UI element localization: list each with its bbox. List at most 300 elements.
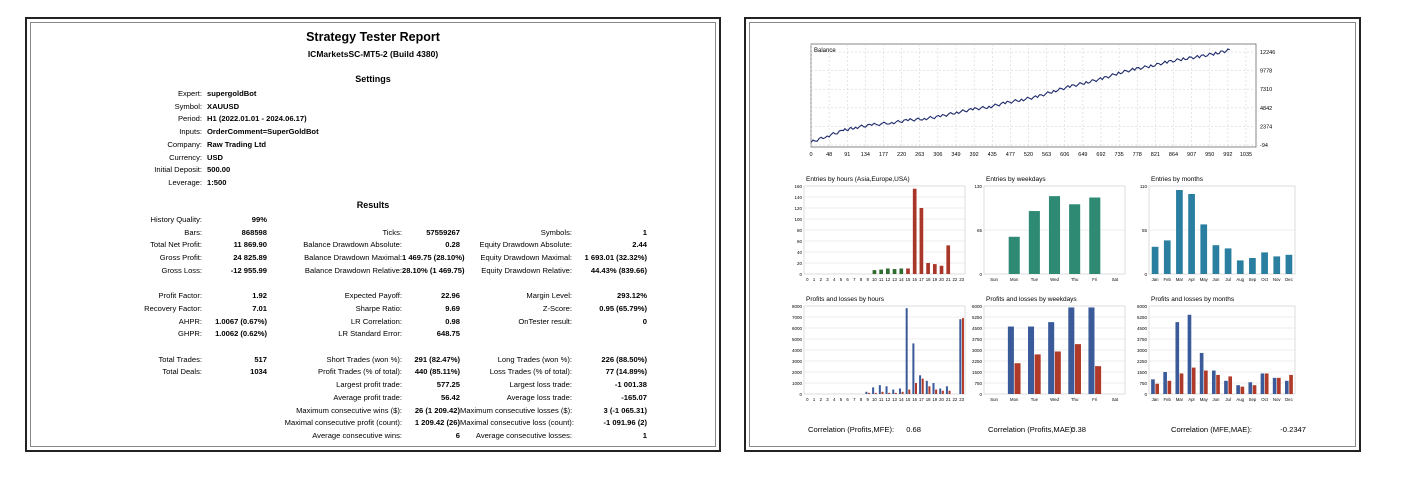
loss-bar [942, 391, 944, 394]
loss-bar [1241, 387, 1245, 394]
x-tick-label: 435 [987, 152, 997, 158]
result-value: 648.75 [436, 329, 460, 339]
x-tick-label: 14 [898, 397, 904, 402]
result-label: Bars: [184, 227, 202, 237]
x-tick-label: Tue [1030, 277, 1038, 282]
result-value: 7.01 [252, 303, 267, 313]
settings-value: 1:500 [207, 177, 227, 187]
x-tick-label: 21 [945, 277, 951, 282]
bar [906, 269, 910, 275]
loss-bar [922, 379, 924, 394]
settings-label: Expert: [177, 89, 202, 98]
result-label: Gross Loss: [161, 265, 202, 275]
loss-bar [1192, 368, 1196, 394]
result-label: Maximum consecutive losses ($): [460, 405, 573, 415]
x-tick-label: 17 [919, 277, 924, 282]
x-tick-label: Mar [1175, 277, 1184, 282]
result-value: 26 (1 209.42) [414, 405, 460, 415]
bar [1225, 248, 1232, 274]
result-label: Equity Drawdown Maximal: [480, 253, 572, 263]
x-tick-label: 1 [812, 277, 816, 282]
settings-label: Initial Deposit: [154, 165, 202, 175]
y-tick-label: 5000 [791, 337, 802, 342]
balance-chart [806, 39, 1306, 164]
result-value: 6 [455, 430, 460, 440]
result-value: 0 [642, 316, 647, 326]
chart-title: Profits and losses by months [1151, 296, 1235, 303]
x-tick-label: 5 [839, 397, 843, 402]
x-tick-label: 6 [846, 397, 849, 402]
x-tick-label: Thu [1070, 397, 1079, 402]
result-value: -1 091.96 (2) [603, 418, 647, 428]
x-tick-label: 10 [872, 397, 877, 402]
bar [1200, 224, 1207, 274]
x-tick-label: 735 [1114, 152, 1124, 158]
y-tick-label: 4842 [1260, 105, 1273, 112]
x-tick-label: Oct [1261, 397, 1268, 402]
loss-bar [1228, 376, 1232, 394]
result-label: Gross Profit: [159, 253, 202, 263]
entries-by-hours-chart [786, 174, 971, 292]
result-value: 0.95 (65.79%) [599, 303, 647, 313]
bar [920, 208, 924, 274]
bar [1188, 194, 1195, 274]
y-tick-label: 3750 [1136, 337, 1147, 342]
result-value: 1 693.01 (32.32%) [584, 253, 647, 263]
settings-value: USD [207, 152, 224, 162]
bar [940, 266, 944, 274]
result-value: 77 (14.89%) [605, 367, 647, 377]
loss-bar [895, 393, 897, 394]
x-tick-label: 2 [819, 277, 822, 282]
report-subtitle: ICMarketsSC-MT5-2 (Build 4380) [307, 49, 439, 59]
x-tick-label: Dec [1285, 277, 1293, 282]
result-label: Maximal consecutive profit (count): [284, 418, 402, 428]
bar [1069, 204, 1080, 274]
balance-label: Balance [814, 48, 836, 54]
result-label: Profit Trades (% of total): [318, 367, 402, 377]
settings-value: XAUUSD [207, 101, 240, 111]
loss-bar [1035, 354, 1041, 394]
y-tick-label: 2250 [1136, 359, 1147, 364]
result-value: 440 (85.11%) [414, 367, 460, 377]
bar [913, 189, 917, 274]
loss-bar [1204, 371, 1208, 394]
y-tick-label: 5250 [971, 315, 982, 320]
y-tick-label: 0 [1144, 392, 1147, 397]
result-value: 56.42 [440, 392, 460, 402]
x-tick-label: 306 [933, 152, 943, 158]
result-value: 24 825.89 [233, 253, 267, 263]
x-tick-label: 13 [892, 277, 897, 282]
profit-bar [1151, 379, 1155, 394]
x-tick-label: 91 [844, 152, 851, 158]
result-label: LR Standard Error: [338, 329, 402, 339]
x-tick-label: 1035 [1239, 152, 1253, 158]
loss-bar [1180, 373, 1184, 394]
result-value: 577.25 [436, 380, 460, 390]
y-tick-label: 3000 [971, 348, 982, 353]
loss-bar [1289, 375, 1293, 394]
loss-bar [908, 390, 910, 394]
loss-bar [881, 392, 883, 394]
result-label: Total Net Profit: [150, 240, 202, 250]
x-tick-label: Apr [1188, 397, 1195, 402]
x-tick-label: Tue [1030, 397, 1038, 402]
x-tick-label: Mar [1175, 397, 1184, 402]
loss-bar [868, 393, 870, 394]
profit-bar [1212, 371, 1216, 394]
profit-bar [1285, 381, 1289, 394]
x-tick-label: 16 [912, 397, 918, 402]
y-tick-label: 4500 [971, 326, 982, 331]
y-tick-label: 9778 [1260, 68, 1273, 75]
x-tick-label: 606 [1060, 152, 1070, 158]
y-tick-label: 8000 [791, 304, 802, 309]
y-tick-label: 120 [794, 206, 802, 211]
y-tick-label: 40 [796, 250, 802, 255]
result-label: Z-Score: [542, 303, 572, 313]
result-label: LR Correlation: [350, 316, 402, 326]
bar [1237, 260, 1244, 274]
result-value: -165.07 [621, 392, 647, 402]
x-tick-label: 48 [826, 152, 833, 158]
chart-title: Entries by hours (Asia,Europe,USA) [806, 176, 910, 183]
x-tick-label: 692 [1096, 152, 1106, 158]
result-label: History Quality: [150, 215, 202, 224]
x-tick-label: 950 [1205, 152, 1215, 158]
x-tick-label: Wed [1050, 277, 1059, 282]
result-value: 1 209.42 (26) [414, 418, 460, 428]
settings-value: 500.00 [207, 165, 231, 175]
x-tick-label: 18 [925, 277, 931, 282]
chart-title: Entries by months [1151, 176, 1204, 183]
y-tick-label: -94 [1260, 143, 1268, 149]
result-label: Average consecutive wins: [312, 430, 402, 440]
x-tick-label: 17 [919, 397, 924, 402]
bar [933, 264, 937, 274]
x-tick-label: 4 [832, 397, 836, 402]
loss-bar [962, 318, 964, 394]
loss-bar [1253, 385, 1257, 394]
loss-bar [902, 392, 904, 394]
settings-label: Symbol: [174, 101, 202, 111]
profit-bar [1088, 307, 1094, 394]
loss-bar [1277, 378, 1281, 394]
settings-value: OrderComment=SuperGoldBot [207, 127, 319, 137]
profit-bar [1224, 381, 1228, 394]
y-tick-label: 1500 [971, 370, 982, 375]
y-tick-label: 0 [979, 392, 982, 397]
y-tick-label: 12246 [1260, 50, 1276, 56]
bar [899, 269, 903, 275]
settings-heading: Settings [355, 74, 391, 84]
x-tick-label: 20 [939, 277, 944, 282]
x-tick-label: 7 [853, 397, 856, 402]
loss-bar [1216, 375, 1220, 394]
correlation-value: 0.38 [1071, 425, 1086, 434]
result-label: Average consecutive losses: [475, 430, 572, 440]
x-tick-label: 649 [1078, 152, 1088, 158]
y-tick-label: 140 [794, 195, 802, 200]
x-tick-label: 1 [812, 397, 816, 402]
entries-by-weekdays-chart [966, 174, 1131, 292]
result-value: 226 (88.50%) [601, 354, 647, 364]
profit-bar [1048, 322, 1054, 394]
x-tick-label: 7 [853, 277, 856, 282]
result-label: Loss Trades (% of total): [489, 367, 572, 377]
result-label: Long Trades (won %): [497, 354, 572, 364]
result-label: GHPR: [177, 329, 202, 339]
settings-value: Raw Trading Ltd [207, 139, 267, 149]
pl-by-months-chart [1131, 294, 1301, 412]
correlation-label: Correlation (Profits,MFE): [808, 425, 895, 434]
profit-bar [912, 343, 914, 394]
correlation-label: Correlation (Profits,MAE): [988, 425, 1075, 434]
x-tick-label: 8 [859, 277, 863, 282]
result-label: Equity Drawdown Relative: [481, 265, 572, 275]
result-label: Ticks: [382, 227, 402, 237]
x-tick-label: Thu [1070, 277, 1079, 282]
result-label: AHPR: [178, 316, 202, 326]
settings-label: Company: [167, 139, 202, 149]
y-tick-label: 7310 [1260, 87, 1273, 94]
x-tick-label: Wed [1050, 397, 1059, 402]
result-value: 291 (82.47%) [414, 354, 460, 364]
loss-bar [1095, 366, 1101, 394]
y-tick-label: 20 [796, 261, 802, 266]
result-label: Profit Factor: [158, 291, 202, 301]
result-value: -12 955.99 [230, 265, 267, 275]
settings-label: Leverage: [168, 177, 202, 187]
x-tick-label: 349 [951, 152, 961, 158]
y-tick-label: 6000 [971, 304, 982, 309]
profit-bar [926, 381, 928, 394]
profit-bar [919, 375, 921, 394]
chart-title: Entries by weekdays [986, 176, 1046, 183]
result-label: Maximum consecutive wins ($): [296, 405, 402, 415]
settings-label: Period: [177, 114, 202, 124]
x-tick-label: Jul [1225, 397, 1231, 402]
x-tick-label: Jan [1151, 397, 1159, 402]
y-tick-label: 750 [1139, 381, 1147, 386]
loss-bar [935, 390, 937, 394]
x-tick-label: 22 [952, 277, 958, 282]
result-value: 1034 [250, 367, 267, 377]
chart-title: Profits and losses by hours [806, 296, 885, 303]
x-tick-label: 23 [959, 277, 965, 282]
result-label: Average profit trade: [333, 392, 402, 402]
profit-bar [1175, 322, 1179, 394]
entries-by-months-chart [1131, 174, 1301, 292]
result-value: 22.96 [440, 291, 460, 301]
result-label: Recovery Factor: [144, 303, 202, 313]
x-tick-label: Sun [990, 397, 998, 402]
result-value: 28.10% (1 469.75) [402, 265, 465, 275]
y-tick-label: 6000 [1136, 304, 1147, 309]
x-tick-label: 2 [819, 397, 822, 402]
x-tick-label: 8 [859, 397, 863, 402]
result-value: 1 469.75 (28.10%) [402, 253, 465, 263]
x-tick-label: 520 [1023, 152, 1034, 158]
x-tick-label: 19 [932, 397, 938, 402]
y-tick-label: 1000 [791, 381, 802, 386]
loss-bar [949, 391, 951, 394]
x-tick-label: 5 [839, 277, 843, 282]
x-tick-label: 263 [915, 152, 925, 158]
x-tick-label: 563 [1042, 152, 1052, 158]
x-tick-label: Jun [1212, 397, 1220, 402]
x-tick-label: 21 [945, 397, 951, 402]
result-label: Short Trades (won %): [326, 354, 402, 364]
profit-bar [959, 319, 961, 394]
x-tick-label: 0 [809, 152, 813, 158]
x-tick-label: Fri [1092, 277, 1098, 282]
loss-bar [915, 383, 917, 394]
x-tick-label: May [1199, 277, 1208, 282]
bar [1029, 211, 1040, 274]
x-tick-label: Jan [1151, 277, 1159, 282]
y-tick-label: 2250 [971, 359, 982, 364]
bar [879, 270, 883, 274]
result-label: Sharpe Ratio: [355, 303, 402, 313]
settings-label: Currency: [169, 152, 202, 162]
x-tick-label: 392 [969, 152, 979, 158]
bar [1164, 240, 1171, 274]
x-tick-label: 11 [878, 397, 884, 402]
x-tick-label: Nov [1272, 277, 1281, 282]
result-value: 2.44 [632, 240, 647, 250]
result-value: 11 869.90 [233, 240, 267, 250]
y-tick-label: 2000 [791, 370, 802, 375]
x-tick-label: 15 [905, 397, 911, 402]
bar [873, 270, 877, 274]
x-tick-label: 821 [1150, 152, 1160, 158]
x-tick-label: Aug [1236, 277, 1245, 282]
y-tick-label: 0 [799, 272, 802, 277]
report-title: Strategy Tester Report [306, 30, 440, 44]
correlation-value: 0.68 [906, 425, 921, 434]
bar [886, 269, 890, 275]
x-tick-label: 11 [878, 277, 884, 282]
result-label: Expected Payoff: [344, 291, 402, 301]
profit-bar [1248, 382, 1252, 394]
bar [946, 245, 950, 274]
correlation-label: Correlation (MFE,MAE): [1171, 425, 1253, 434]
loss-bar [1075, 344, 1081, 394]
result-value: 517 [254, 354, 267, 364]
bar [1009, 237, 1020, 274]
result-value: 0.28 [445, 240, 460, 250]
profit-bar [1068, 307, 1074, 394]
profit-bar [1008, 327, 1014, 394]
profit-bar [886, 386, 888, 394]
x-tick-label: Nov [1272, 397, 1281, 402]
x-tick-label: Apr [1188, 277, 1195, 282]
profit-bar [892, 390, 894, 394]
x-tick-label: 992 [1223, 152, 1233, 158]
profit-bar [933, 383, 935, 394]
x-tick-label: Sun [990, 277, 998, 282]
x-tick-label: 134 [860, 152, 870, 158]
result-label: Maximal consecutive loss (count): [460, 418, 574, 428]
bar [1049, 196, 1060, 274]
profit-bar [906, 308, 908, 394]
x-tick-label: Sat [1111, 277, 1119, 282]
loss-bar [1015, 363, 1021, 394]
correlation-value: -0.2347 [1280, 425, 1306, 434]
y-tick-label: 0 [1144, 272, 1147, 277]
y-tick-label: 160 [794, 184, 802, 189]
result-label: Average loss trade: [506, 392, 572, 402]
profit-bar [1273, 378, 1277, 394]
x-tick-label: May [1199, 397, 1208, 402]
profit-bar [1028, 327, 1034, 394]
x-tick-label: 22 [952, 397, 958, 402]
x-tick-label: 0 [806, 397, 809, 402]
y-tick-label: 750 [974, 381, 982, 386]
settings-value: H1 (2022.01.01 - 2024.06.17) [207, 114, 307, 124]
x-tick-label: Feb [1163, 397, 1171, 402]
x-tick-label: 9 [866, 277, 869, 282]
bar [1089, 198, 1100, 274]
report-panel [25, 17, 721, 452]
x-tick-label: 4 [832, 277, 836, 282]
bar [1273, 256, 1280, 274]
profit-bar [1163, 372, 1167, 394]
result-label: Equity Drawdown Absolute: [479, 240, 572, 250]
result-label: Balance Drawdown Relative: [304, 265, 402, 275]
y-tick-label: 6000 [791, 326, 802, 331]
y-tick-label: 1500 [1136, 370, 1147, 375]
result-label: Symbols: [540, 227, 572, 237]
y-tick-label: 80 [796, 228, 802, 233]
profit-bar [879, 385, 881, 394]
y-tick-label: 2374 [1260, 124, 1273, 131]
result-value: 0.98 [445, 316, 460, 326]
x-tick-label: 907 [1187, 152, 1197, 158]
settings-value: supergoldBot [207, 89, 257, 98]
profit-bar [1236, 385, 1240, 394]
bar [1249, 258, 1256, 274]
x-tick-label: 3 [826, 397, 829, 402]
x-tick-label: Sep [1248, 277, 1257, 282]
loss-bar [1155, 384, 1159, 394]
x-tick-label: 16 [912, 277, 918, 282]
result-value: 1 [642, 430, 647, 440]
y-tick-label: 60 [796, 239, 802, 244]
x-tick-label: Mon [1010, 277, 1019, 282]
x-tick-label: 23 [959, 397, 965, 402]
loss-bar [1055, 351, 1061, 394]
settings-label: Inputs: [179, 127, 202, 137]
x-tick-label: 14 [898, 277, 904, 282]
bar [1261, 252, 1268, 274]
x-tick-label: Mon [1010, 397, 1019, 402]
y-tick-label: 65 [976, 228, 982, 233]
x-tick-label: 10 [872, 277, 877, 282]
result-value: 1.92 [252, 291, 267, 301]
x-tick-label: Dec [1285, 397, 1293, 402]
pl-by-weekdays-chart [966, 294, 1131, 412]
y-tick-label: 4500 [1136, 326, 1147, 331]
profit-bar [872, 387, 874, 394]
y-tick-label: 100 [794, 217, 802, 222]
result-value: 1.0062 (0.62%) [215, 329, 267, 339]
y-tick-label: 3000 [1136, 348, 1147, 353]
y-tick-label: 5250 [1136, 315, 1147, 320]
y-tick-label: 110 [1139, 184, 1147, 189]
